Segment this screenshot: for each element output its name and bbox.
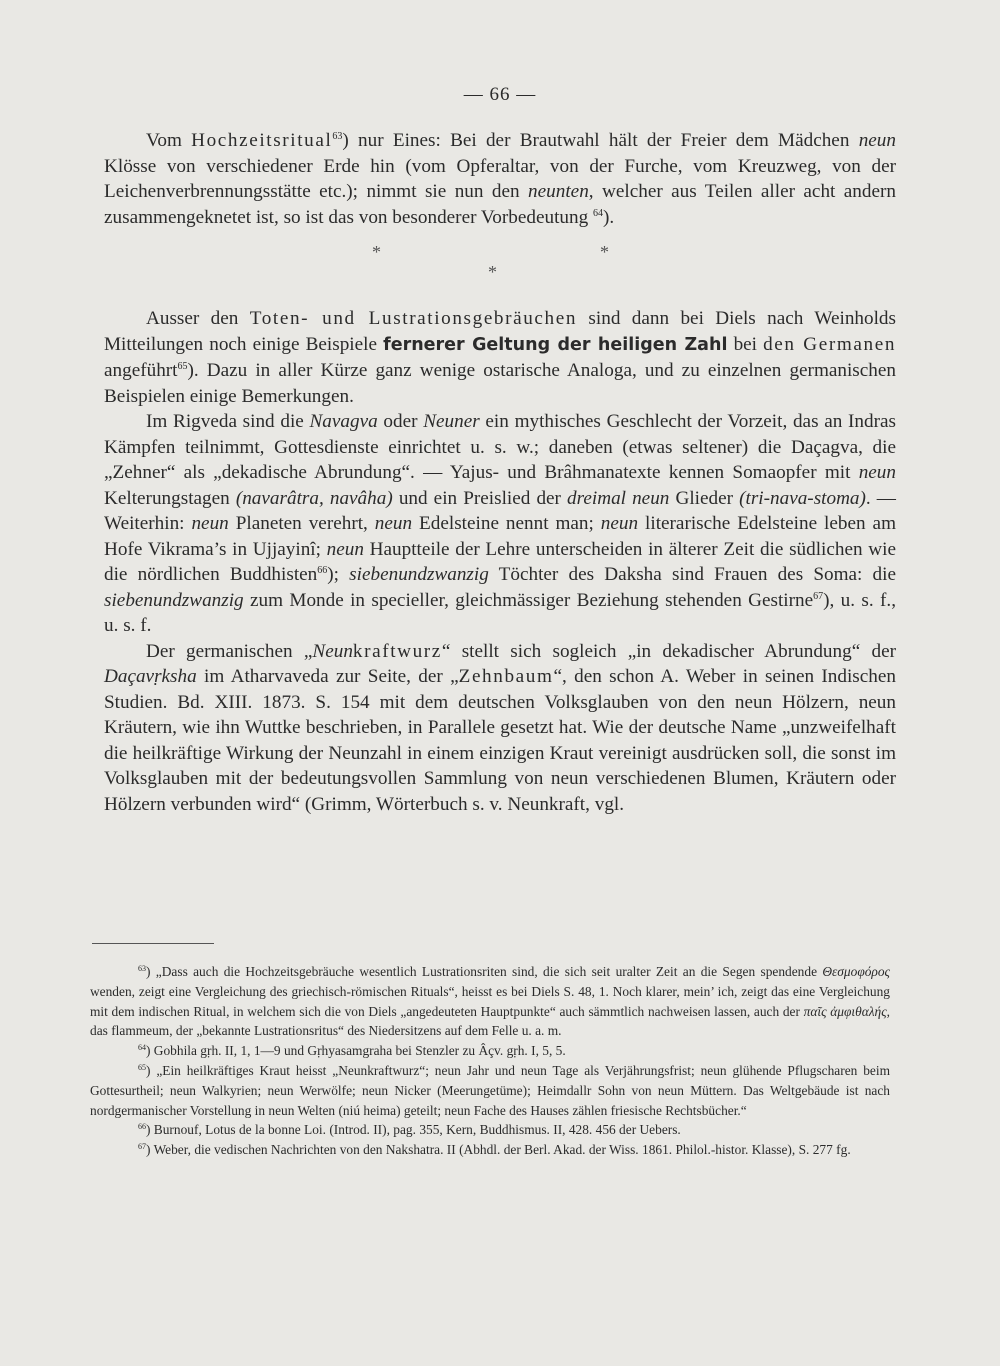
asterisk-mark: * [372,242,381,262]
footnote-63: $^{63}$) „Dass auch die Hochzeitsgebräuche wesentlich Lustrationsriten sind, die sich seit uralter Zeit an die Segen spendende Θεσμοφόρος wenden, zeigt eine Vergleichung des griechisch-römischen Rituals“, heisst es bei Diels S. 48, 1. Noch klarer, mein’ ich, zeigt das eine Vergleichung mit dem indischen Ritual, in welchem sich die von Diels „angedeuteten Hauptpunkte“ auch sämmtlich nachweisen lassen, auch der παῖς ἀμφιθαλής, das flammeum, der „bekannte Lustrationsritus“ des Niedersitzens auf dem Felle u. a. m. [90,964,890,1039]
paragraph-rigveda: Im Rigveda sind die Navagva oder Neuner ein mythisches Geschlecht der Vorzeit, das an Indras Kämpfen teilnimmt, Gottesdienste einrichtet u. s. w.; daneben (etwas seltener) die Daçagva, die „Zehner“ als „dekadische Abrundung“. — Yajus- und Brâhmanatexte kennen Somaopfer mit neun Kelterungstagen (navarâtra, navâha) und ein Preislied der dreimal neun Glieder (tri-nava-stoma). — Weiterhin: neun Planeten verehrt, neun Edelsteine nennt man; neun literarische Edelsteine leben am Hofe Vikrama’s in Ujjayinî; neun Hauptteile der Lehre unterscheiden in älterer Zeit die südlichen wie die nördlichen Buddhisten$^{66}$); siebenundzwanzig Töchter des Daksha sind Frauen des Soma: die siebenundzwanzig zum Monde in specieller, gleichmässiger Beziehung stehenden Gestirne$^{67}$), u. s. f., u. s. f. [104,411,897,636]
asterisk-mark: * [488,262,497,282]
page-number: — 66 — [463,84,537,105]
section-separator [104,236,896,298]
footnote-divider [92,943,214,944]
asterisk-mark: * [600,242,609,262]
paragraph-neunkraftwurz: Der germanischen „Neunkraftwurz“ stellt sich sogleich „in dekadischer Abrundung“ der Daçavṛksha im Atharvaveda zur Seite, der „Zehnbaum“, den schon A. Weber in seinen Indischen Studien. Bd. XIII. 1873. S. 154 mit dem deutschen Volksglauben von den neun Hölzern, neun Kräutern, wie ihn Wuttke beschrieben, in Parallele gesetzt hat. Wie der deutsche Name „unzweifelhaft die heilkräftige Wirkung der Neunzahl in einem einzigen Kraut vereinigt ausdrücken soll, die sonst im Volksglauben mit der bedeutungsvollen Sammlung von neun verschiedenen Blumen, Kräutern oder Hölzern verbunden wird“ (Grimm, Wörterbuch s. v. Neunkraft, vgl. [104,640,896,815]
footnote-ref-64[interactable]: 64 [593,207,604,219]
footnote-ref-66[interactable]: 66 [317,565,328,576]
footnote-ref-67[interactable]: 67 [813,590,824,602]
footnote-65: $^{65}$) „Ein heilkräftiges Kraut heisst „Neunkraftwurz“; neun Jahr und neun Tage als Verjährungsfrist; neun glühende Pflugscharen beim Gottesurtheil; neun Walkyrien; neun Werwölfe; neun Nicker (Meerungetüme); Heimdallr Sohn von neun Müttern. Das Weltgebäude ist nach nordgermanischer Vorstellung in neun Welten (niú heima) geteilt; neun Fache des Hauses zählen friesische Rechtsbücher.“ [90,1062,890,1118]
main-text [104,128,896,817]
paragraph-geltung: Ausser den Toten- und Lustrationsgebräuchen sind dann bei Diels nach Weinholds Mitteilungen noch einige Beispiele fernerer Geltung der heiligen Zahl bei den Germanen angeführt$^{65}$). Dazu in aller Kürze ganz wenige ostarische Analoga, und zu einzelnen germanischen Beispielen einige Bemerkungen. [104,308,897,407]
paragraph-hochzeitsritual: Vom Hochzeitsritual$^{63}$) nur Eines: Bei der Brautwahl hält der Freier dem Mädchen neun Klösse von verschiedener Erde hin (vom Opferaltar, von der Furche, vom Kreuzweg, von der Leichenverbrennungsstätte etc.); nimmt sie nun den neunten, welcher aus Teilen aller acht andern zusammengeknetet ist, so ist das von besonderer Vorbedeutung $^{64}$). [104,130,896,228]
footnotes [90,962,890,1160]
footnote-66: $^{66}$) Burnouf, Lotus de la bonne Loi. (Introd. II), pag. 355, Kern, Buddhismus. II, 428. 456 der Uebers. [138,1122,681,1138]
footnote-ref-65[interactable]: 65 [177,361,188,372]
footnote-64: $^{64}$) Gobhila gṛh. II, 1, 1—9 und Gṛhyasamgraha bei Stenzler zu Âçv. gṛh. I, 5, 5. [138,1043,566,1059]
footnote-67: $^{67}$) Weber, die vedischen Nachrichten von den Nakshatra. II (Abhdl. der Berl. Akad. der Wiss. 1861. Philol.-histor. Klasse), S. 277 fg. [138,1142,851,1158]
footnote-ref-63[interactable]: 63 [332,131,343,142]
bold-heading-phrase: fernerer Geltung der heiligen Zahl [383,334,728,355]
